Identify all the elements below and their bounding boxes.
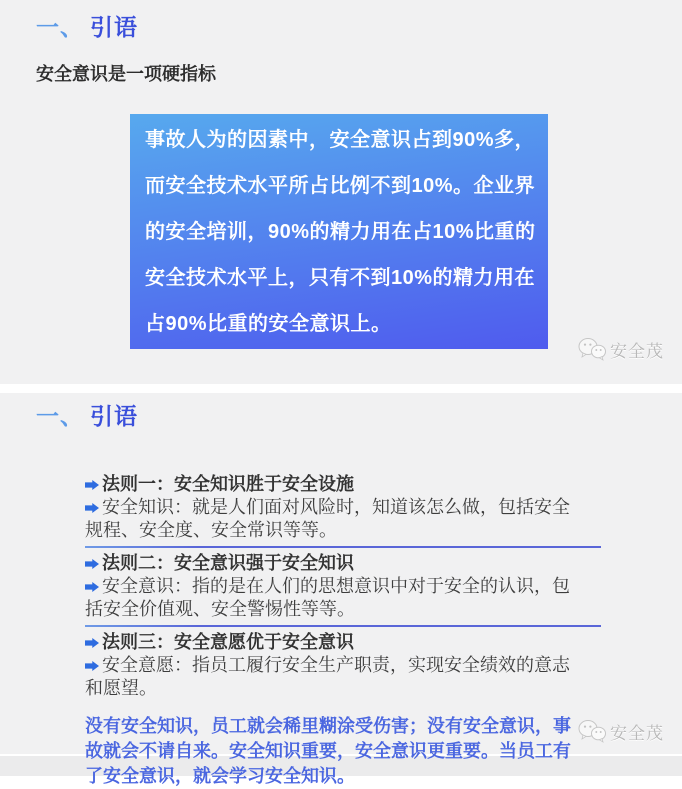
- brand-watermark: [577, 336, 664, 362]
- rule-divider-line: [85, 625, 601, 627]
- arrow-bullet-icon: [85, 480, 99, 490]
- rule-title-text: 法则三：安全意愿优于安全意识: [102, 632, 354, 652]
- quote-line: 而安全技术水平所占比例不到10%。企业界: [145, 175, 536, 197]
- brand-watermark: [577, 718, 664, 744]
- section-heading: [0, 0, 682, 42]
- section-heading: [0, 393, 682, 431]
- rule-desc-text: 安全意识：指的是在人们的思想意识中对于安全的认识，包括安全价值观、安全警惕性等等。: [85, 576, 570, 619]
- subtitle: 安全意识是一项硬指标: [36, 64, 216, 84]
- rule-title: [85, 473, 587, 496]
- quote-line: 事故人为的因素中，安全意识占到90%多，: [145, 129, 536, 151]
- rule-desc-text: 安全知识：就是人们面对风险时，知道该怎么做，包括安全规程、安全度、安全常识等等。: [85, 497, 570, 540]
- wechat-icon: [577, 718, 607, 744]
- watermark-text: 安全茂: [610, 723, 664, 743]
- arrow-bullet-icon: [85, 661, 99, 671]
- quote-box: [130, 114, 548, 349]
- quote-line: 占90%比重的安全意识上。: [145, 313, 392, 335]
- rule-description: [85, 654, 587, 700]
- conclusion-paragraph: 没有安全知识，员工就会稀里糊涂受伤害；没有安全意识，事故就会不请自来。安全知识重要，安全意识更重要。当员工有了安全意识，就会学习安全知识。: [85, 716, 571, 786]
- quote-line: 的安全培训，90%的精力用在占10%比重的: [145, 221, 536, 243]
- watermark-text: 安全茂: [610, 341, 664, 361]
- heading-number-prefix: 一、: [36, 403, 84, 429]
- intro-section-bottom: [0, 393, 682, 786]
- arrow-bullet-icon: [85, 559, 99, 569]
- rule-title: [85, 552, 587, 575]
- rule-block-2: [85, 550, 587, 624]
- rules-content: [85, 471, 587, 789]
- quote-line: 安全技术水平上，只有不到10%的精力用在: [145, 267, 536, 289]
- arrow-bullet-icon: [85, 503, 99, 513]
- rule-block-1: [85, 471, 587, 545]
- arrow-bullet-icon: [85, 638, 99, 648]
- rule-title: [85, 631, 587, 654]
- wechat-icon: [577, 336, 607, 362]
- rule-description: [85, 496, 587, 542]
- section-divider-gap: [0, 384, 682, 393]
- rule-block-3: [85, 629, 587, 703]
- heading-number-prefix: 一、: [36, 14, 84, 40]
- rule-desc-text: 安全意愿：指员工履行安全生产职责，实现安全绩效的意志和愿望。: [85, 655, 570, 698]
- arrow-bullet-icon: [85, 582, 99, 592]
- rule-title-text: 法则一：安全知识胜于安全设施: [102, 474, 354, 494]
- rule-title-text: 法则二：安全意识强于安全知识: [102, 553, 354, 573]
- rule-description: [85, 575, 587, 621]
- heading-title-text: 引语: [90, 403, 138, 429]
- intro-section-top: [0, 0, 682, 384]
- heading-title-text: 引语: [90, 14, 138, 40]
- rule-divider-line: [85, 546, 601, 548]
